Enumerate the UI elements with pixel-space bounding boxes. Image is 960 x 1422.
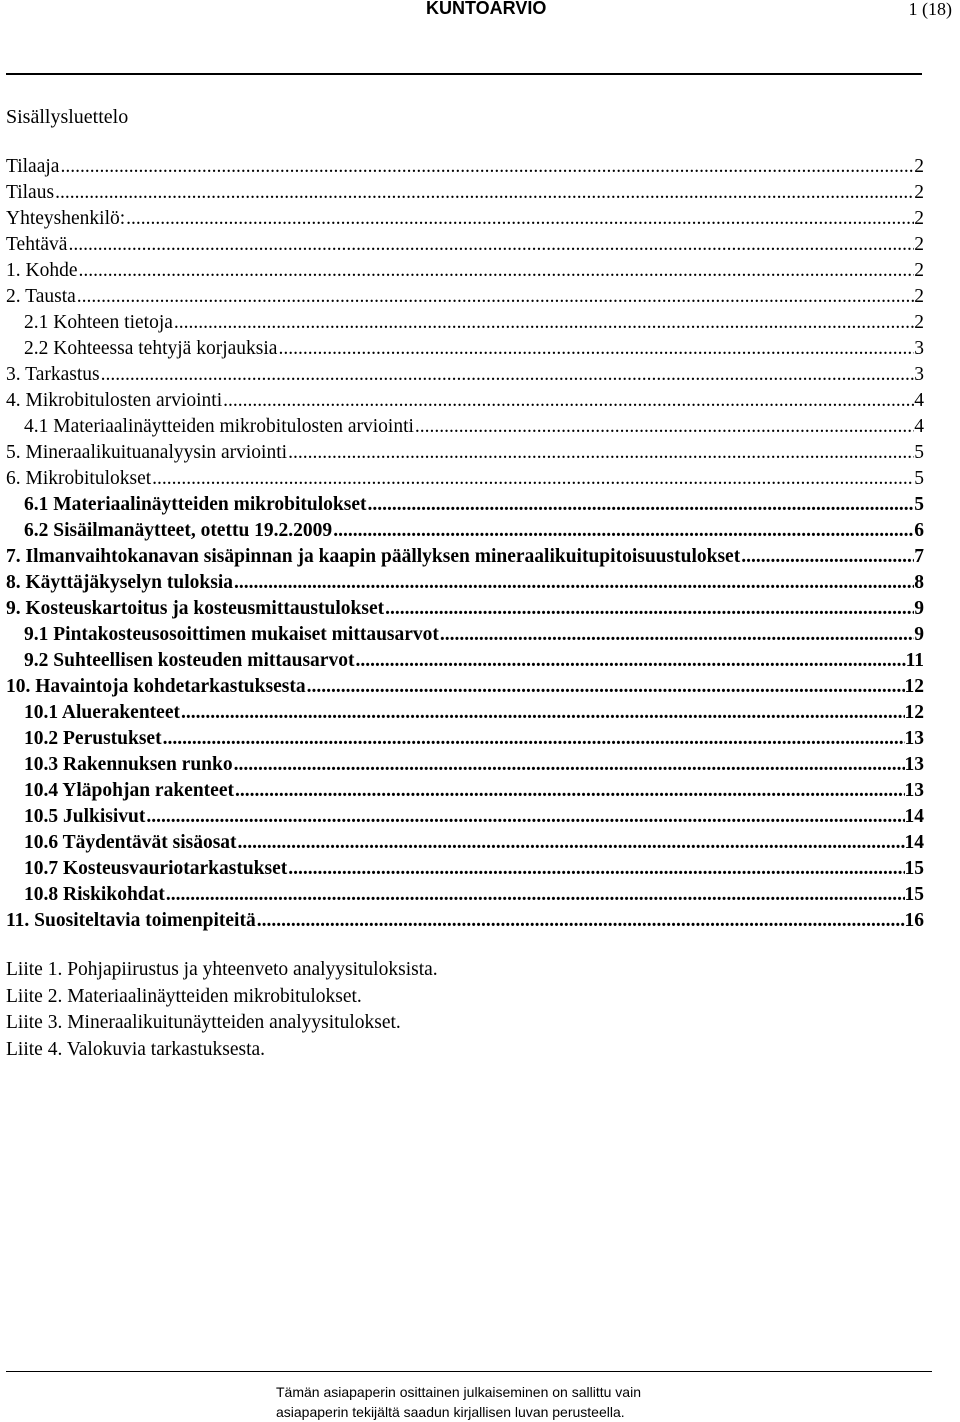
toc-entry-label: 6.2 Sisäilmanäytteet, otettu 19.2.2009 (24, 520, 333, 541)
toc-leader-dots (355, 648, 905, 674)
appendix-item: Liite 1. Pohjapiirustus ja yhteenveto analyysituloksista. (6, 959, 438, 980)
toc-leader-dots (68, 232, 914, 258)
toc-leader-dots (307, 674, 905, 700)
toc-entry[interactable] (0, 544, 924, 570)
toc-entry-label: 4. Mikrobitulosten arviointi (6, 390, 223, 411)
toc-entry[interactable] (0, 466, 924, 492)
toc-entry-page: 4 (914, 416, 924, 437)
toc-leader-dots (234, 752, 905, 778)
footer (0, 1382, 938, 1422)
toc-entry[interactable] (0, 856, 924, 882)
toc-entry-page: 12 (904, 676, 924, 697)
toc-entry[interactable] (0, 518, 924, 544)
toc-entry-label: 11. Suositeltavia toimenpiteitä (6, 910, 256, 931)
toc-entry[interactable] (0, 388, 924, 414)
toc-entry-label: 10.3 Rakennuksen runko (24, 754, 233, 775)
toc-entry-label: 2.1 Kohteen tietoja (24, 312, 173, 333)
toc-leader-dots (223, 388, 914, 414)
toc-entry-page: 4 (914, 390, 924, 411)
toc-entry-page: 13 (904, 754, 924, 775)
toc-entry-page: 16 (904, 910, 924, 931)
toc-entry[interactable] (0, 700, 924, 726)
toc-leader-dots (368, 492, 915, 518)
toc-entry-page: 6 (914, 520, 924, 541)
toc-entry-label: 10.7 Kosteusvauriotarkastukset (24, 858, 288, 879)
toc-entry[interactable] (0, 596, 924, 622)
footer-line-1: Tämän asiapaperin osittainen julkaiseminen on sallittu vain (276, 1384, 641, 1400)
toc-leader-dots (440, 622, 914, 648)
toc-entry[interactable] (0, 622, 924, 648)
toc-entry-page: 2 (914, 208, 924, 229)
toc-entry-page: 7 (914, 546, 924, 567)
toc-leader-dots (146, 804, 904, 830)
toc-entry-label: 10.5 Julkisivut (24, 806, 146, 827)
appendix-item: Liite 4. Valokuvia tarkastuksesta. (6, 1038, 266, 1060)
toc-entry[interactable] (0, 336, 924, 362)
toc-entry-page: 2 (914, 312, 924, 333)
toc-entry-label: Tilaus (6, 182, 55, 203)
toc-entry-page: 5 (914, 494, 924, 515)
toc-entry[interactable] (0, 258, 924, 284)
toc-entry-label: 9. Kosteuskartoitus ja kosteusmittaustulokset (6, 598, 385, 619)
appendix-item: Liite 2. Materiaalinäytteiden mikrobitulokset. (6, 985, 362, 1007)
toc-entry[interactable] (0, 570, 924, 596)
toc-entry[interactable] (0, 362, 924, 388)
toc-entry[interactable] (0, 674, 924, 700)
appendix-item: Liite 3. Mineraalikuitunäytteiden analyysitulokset. (6, 1012, 401, 1033)
toc-entry-page: 2 (914, 234, 924, 255)
toc-leader-dots (288, 856, 904, 882)
toc-leader-dots (152, 466, 914, 492)
toc-entry[interactable] (0, 284, 924, 310)
toc-entry-label: 3. Tarkastus (6, 364, 100, 385)
page-number: 1 (18) (908, 0, 952, 19)
toc-entry-label: Tilaaja (6, 156, 60, 177)
toc-entry-page: 11 (905, 650, 924, 671)
toc-leader-dots (288, 440, 914, 466)
toc-entry-label: 9.1 Pintakosteusosoittimen mukaiset mittausarvot (24, 624, 439, 645)
toc-entry-page: 9 (914, 598, 924, 619)
toc-entry-label: 1. Kohde (6, 260, 78, 281)
toc-entry-page: 15 (904, 858, 924, 879)
toc-entry[interactable] (0, 908, 924, 934)
toc-entry[interactable] (0, 232, 924, 258)
toc-entry-label: 10.6 Täydentävät sisäosat (24, 832, 237, 853)
toc-entry-page: 13 (904, 728, 924, 749)
toc-entry-page: 3 (914, 364, 924, 385)
toc-entry-label: Tehtävä (6, 234, 68, 255)
toc-entry-page: 8 (914, 572, 924, 593)
toc-leader-dots (79, 258, 915, 284)
toc-entry-label: 10.2 Perustukset (24, 728, 162, 749)
toc-entry[interactable] (0, 440, 924, 466)
toc-entry[interactable] (0, 726, 924, 752)
header-title: KUNTOARVIO (426, 0, 547, 18)
toc-heading: Sisällysluettelo (6, 106, 129, 128)
toc-entry[interactable] (0, 752, 924, 778)
toc-entry-label: 10.8 Riskikohdat (24, 884, 165, 905)
footer-divider (6, 1371, 932, 1372)
toc-leader-dots (415, 414, 914, 440)
toc-entry-label: 10. Havaintoja kohdetarkastuksesta (6, 676, 306, 697)
toc-entry-page: 14 (904, 832, 924, 853)
toc-leader-dots (101, 362, 915, 388)
toc-entry-label: 5. Mineraalikuituanalyysin arviointi (6, 442, 288, 463)
toc-entry-page: 12 (904, 702, 924, 723)
toc-leader-dots (333, 518, 914, 544)
toc-entry-label: 6. Mikrobitulokset (6, 468, 152, 489)
toc-entry[interactable] (0, 414, 924, 440)
toc-entry-page: 5 (914, 442, 924, 463)
toc-entry-page: 2 (914, 286, 924, 307)
toc-leader-dots (163, 726, 905, 752)
toc-leader-dots (126, 206, 914, 232)
toc-entry[interactable] (0, 778, 924, 804)
toc-entry[interactable] (0, 154, 924, 180)
toc-entry-label: 10.1 Aluerakenteet (24, 702, 180, 723)
toc-entry-page: 13 (904, 780, 924, 801)
toc-leader-dots (235, 778, 905, 804)
toc-entry-label: 10.4 Yläpohjan rakenteet (24, 780, 234, 801)
toc-leader-dots (166, 882, 905, 908)
toc-leader-dots (234, 570, 914, 596)
toc-entry[interactable] (0, 310, 924, 336)
toc-leader-dots (181, 700, 905, 726)
toc-entry[interactable] (0, 882, 924, 908)
toc-leader-dots (278, 336, 914, 362)
toc-entry[interactable] (0, 180, 924, 206)
toc-entry-label: 2. Tausta (6, 286, 76, 307)
toc-leader-dots (77, 284, 914, 310)
toc-entry-page: 2 (914, 182, 924, 203)
toc-entry[interactable] (0, 492, 924, 518)
toc-entry-page: 3 (914, 338, 924, 359)
appendix-list (6, 957, 438, 1063)
toc-entry-label: 4.1 Materiaalinäytteiden mikrobitulosten arviointi (24, 416, 414, 437)
table-of-contents (0, 154, 924, 934)
toc-leader-dots (60, 154, 914, 180)
toc-entry-label: 9.2 Suhteellisen kosteuden mittausarvot (24, 650, 355, 671)
toc-entry-page: 5 (914, 468, 924, 489)
toc-entry-page: 15 (904, 884, 924, 905)
toc-leader-dots (55, 180, 914, 206)
toc-leader-dots (238, 830, 905, 856)
toc-entry-label: 6.1 Materiaalinäytteiden mikrobitulokset (24, 494, 367, 515)
footer-line-2: asiapaperin tekijältä saadun kirjallisen luvan perusteella. (276, 1404, 625, 1420)
toc-entry-label: 2.2 Kohteessa tehtyjä korjauksia (24, 338, 278, 359)
toc-entry[interactable] (0, 648, 924, 674)
toc-entry[interactable] (0, 206, 924, 232)
toc-entry[interactable] (0, 830, 924, 856)
toc-entry-page: 9 (914, 624, 924, 645)
toc-entry-page: 2 (914, 156, 924, 177)
toc-entry-label: 7. Ilmanvaihtokanavan sisäpinnan ja kaapin päällyksen mineraalikuitupitoisuustulokset (6, 546, 741, 567)
toc-entry-label: Yhteyshenkilö: (6, 208, 126, 229)
toc-entry-page: 2 (914, 260, 924, 281)
toc-entry-page: 14 (904, 806, 924, 827)
toc-leader-dots (174, 310, 914, 336)
header-divider (6, 73, 922, 75)
toc-entry-label: 8. Käyttäjäkyselyn tuloksia (6, 572, 233, 593)
toc-leader-dots (257, 908, 905, 934)
toc-leader-dots (385, 596, 914, 622)
toc-entry[interactable] (0, 804, 924, 830)
toc-leader-dots (741, 544, 914, 570)
